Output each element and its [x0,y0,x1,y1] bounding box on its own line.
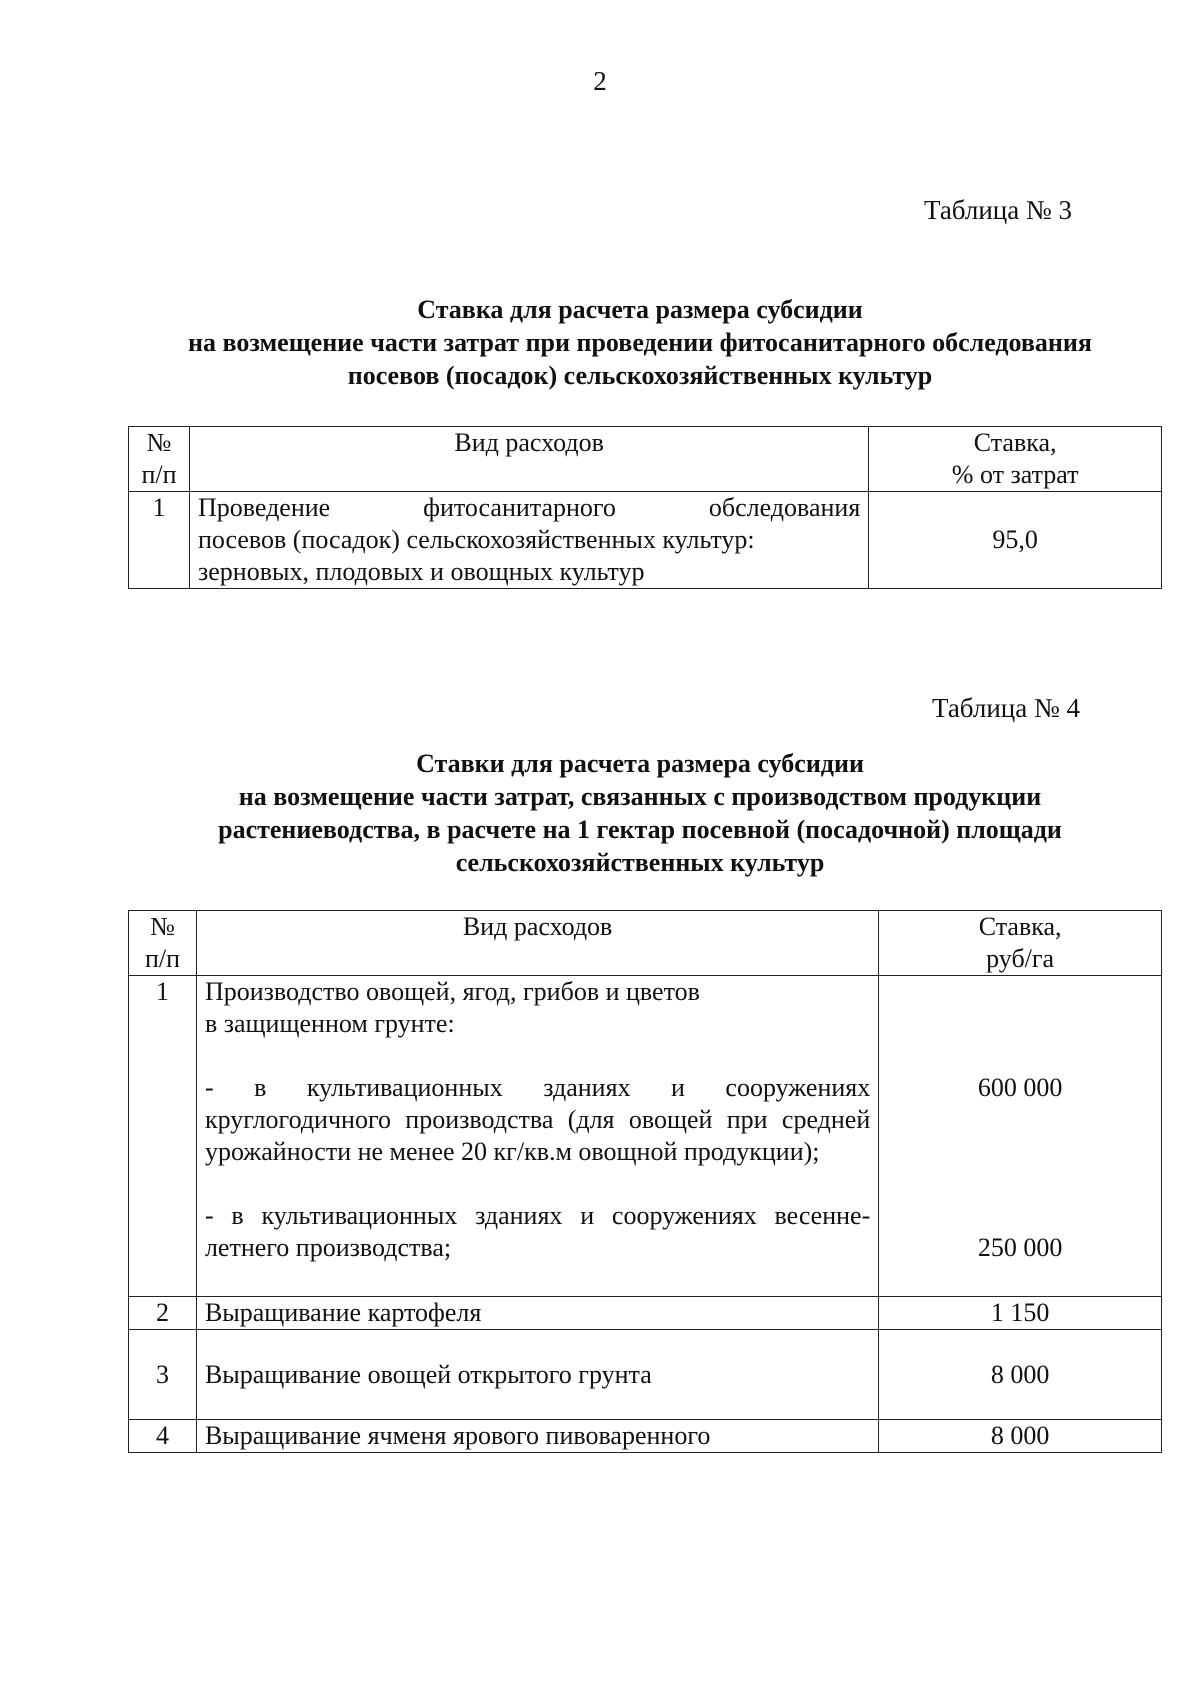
table4-subitem-rate: 600 000 [977,1073,1063,1102]
table4-header-kind: Вид расходов [196,911,878,976]
table4-subitem-rate: 250 000 [977,1233,1063,1262]
table3-caption: Таблица № 3 [924,195,1072,225]
table3-row-kind: Проведение фитосанитарного обследования посевов (посадок) сельскохозяйственных культур: зерновых, плодовых и овощных культур [189,492,868,589]
table4-row-num: 3 [129,1330,197,1420]
table3-row-num: 1 [129,492,190,589]
table4-row-kind: Выращивание картофеля [196,1297,878,1330]
table4-subitem: - в культивационных зданиях и сооружениях весенне-летнего производства; [204,1201,871,1262]
table3-header-row [129,427,1162,492]
table3-title [0,293,1200,392]
table3-header-rate: Ставка, % от затрат [869,427,1162,492]
table4-row-num: 1 [129,976,197,1297]
table4-header-rate: Ставка, руб/га [879,911,1162,976]
table-row [129,1420,1162,1453]
page-number: 2 [593,66,607,96]
table3-title-line: на возмещение части затрат при проведении фитосанитарного обследования [188,328,1092,357]
table4-row-rate: 1 150 [879,1297,1162,1330]
table4-title-line: на возмещение части затрат, связанных с производством продукции [238,782,1042,811]
table3-row-rate: 95,0 [869,492,1162,589]
table-row [129,1297,1162,1330]
table3-header-kind: Вид расходов [189,427,868,492]
table4-title-line: Ставки для расчета размера субсидии [416,749,864,778]
table4-title-line: сельскохозяйственных культур [455,848,825,877]
table3-title-line: посевов (посадок) сельскохозяйственных культур [347,361,933,390]
table4-row-kind: Выращивание овощей открытого грунта [196,1330,878,1420]
table3 [128,426,1162,589]
table4-row-kind: Выращивание ячменя ярового пивоваренного [196,1420,878,1453]
table4-header-num: № п/п [129,911,197,976]
table4-caption: Таблица № 4 [932,693,1080,723]
table4-row-rate [879,976,1162,1297]
table4-row-rate: 8 000 [879,1330,1162,1420]
table3-title-line: Ставка для расчета размера субсидии [417,295,863,324]
table-row [129,1330,1162,1420]
table4-row-kind: Производство овощей, ягод, грибов и цветов в защищенном грунте: - в культивационных зданиях и сооружениях круглогодичного производства (для овощей при средней урожайности не менее 20 кг/кв.м овощной продукции); - в культивационных зданиях и сооружениях весенне-летнего производства; [196,976,878,1297]
table4 [128,910,1162,1453]
table4-row-num: 4 [129,1420,197,1453]
table4-title-line: растениеводства, в расчете на 1 гектар посевной (посадочной) площади [218,815,1062,844]
table4-subitem: - в культивационных зданиях и сооружениях круглогодичного производства (для овощей при средней урожайности не менее 20 кг/кв.м овощной продукции); [204,1073,871,1166]
table-row [129,492,1162,589]
table4-title [0,747,1200,879]
table3-header-num: № п/п [129,427,190,492]
table4-row-num: 2 [129,1297,197,1330]
table4-header-row [129,911,1162,976]
table-row [129,976,1162,1297]
table4-row-rate: 8 000 [879,1420,1162,1453]
